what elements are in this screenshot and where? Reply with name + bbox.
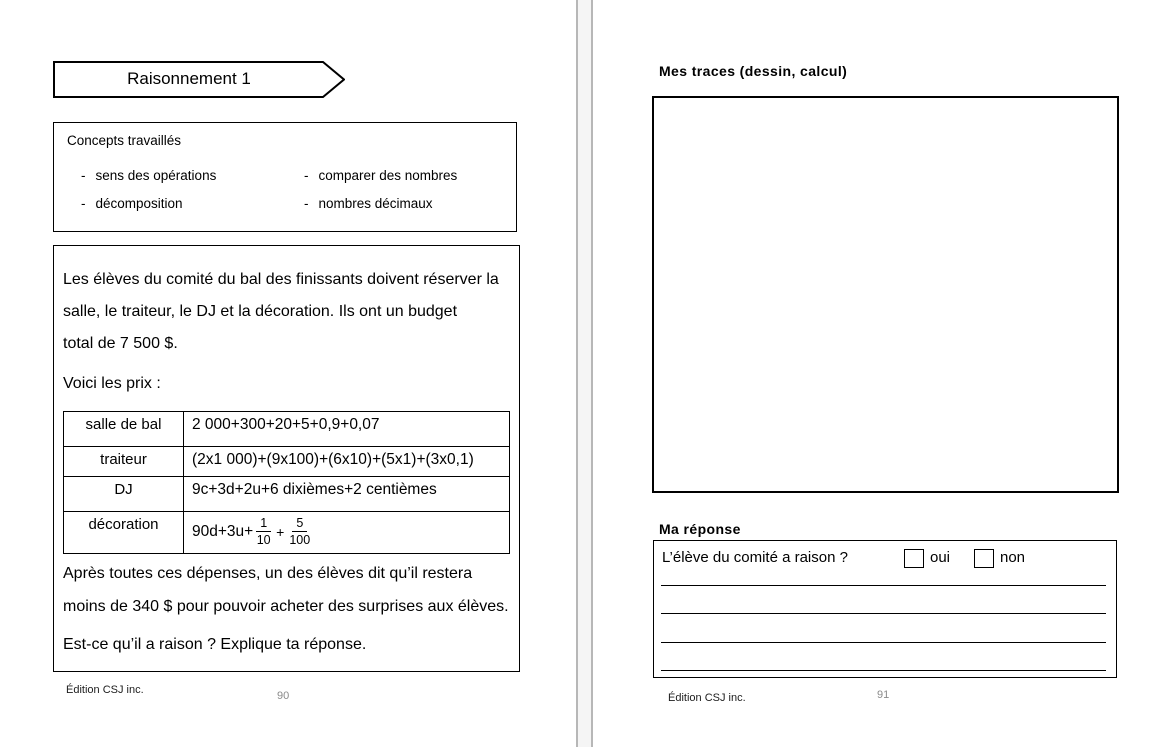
- problem-text-line: Est-ce qu’il a raison ? Explique ta réponse.: [63, 636, 367, 653]
- row-label: traiteur: [64, 447, 184, 477]
- bullet-dash: -: [81, 168, 86, 183]
- page-number: 90: [277, 690, 290, 702]
- row-value: (2x1 000)+(9x100)+(6x10)+(5x1)+(3x0,1): [184, 447, 510, 477]
- problem-text-line: Après toutes ces dépenses, un des élèves dit qu’il restera: [63, 565, 473, 582]
- publisher-credit: Édition CSJ inc.: [668, 692, 746, 704]
- oui-label: oui: [930, 549, 951, 566]
- expression-prefix: 90d+3u+: [192, 522, 254, 540]
- concept-item: [81, 168, 216, 183]
- prices-table: [63, 411, 510, 554]
- row-label: salle de bal: [64, 412, 184, 447]
- traces-work-area[interactable]: [652, 96, 1119, 493]
- concept-label: nombres décimaux: [318, 196, 433, 211]
- problem-text-line: salle, le traiteur, le DJ et la décoration. Ils ont un budget: [63, 303, 458, 320]
- table-row: [64, 512, 510, 554]
- page-left: [0, 0, 576, 747]
- prices-label: Voici les prix :: [63, 375, 161, 392]
- plus-sign: +: [276, 523, 285, 540]
- concept-item: [304, 168, 457, 183]
- bullet-dash: -: [81, 196, 86, 211]
- table-row: [64, 447, 510, 477]
- page-number: 91: [877, 689, 890, 701]
- answer-line[interactable]: [661, 642, 1106, 643]
- non-checkbox[interactable]: [974, 549, 994, 568]
- fraction-denominator: 100: [289, 533, 311, 547]
- response-title: Ma réponse: [659, 521, 741, 537]
- response-question: L’élève du comité a raison ?: [662, 549, 848, 566]
- concept-label: décomposition: [95, 196, 183, 211]
- concept-item: [81, 196, 183, 211]
- answer-line[interactable]: [661, 585, 1106, 586]
- page-right: [593, 0, 1174, 747]
- concept-item: [304, 196, 433, 211]
- fraction-five-hundredths: [289, 516, 310, 547]
- answer-line[interactable]: [661, 670, 1106, 671]
- raisonnement-banner: [53, 61, 345, 98]
- problem-text-line: total de 7 500 $.: [63, 335, 178, 352]
- banner-title: Raisonnement 1: [127, 69, 251, 88]
- row-value: [184, 512, 510, 554]
- decoration-expression: [192, 516, 509, 547]
- fraction-numerator: 1: [256, 516, 271, 532]
- concepts-title: Concepts travaillés: [67, 133, 182, 148]
- concept-label: sens des opérations: [95, 168, 217, 183]
- row-label: DJ: [64, 477, 184, 512]
- row-value: 9c+3d+2u+6 dixièmes+2 centièmes: [184, 477, 510, 512]
- concept-label: comparer des nombres: [318, 168, 458, 183]
- oui-checkbox[interactable]: [904, 549, 924, 568]
- row-label: décoration: [64, 512, 184, 554]
- bullet-dash: -: [304, 196, 309, 211]
- answer-line[interactable]: [661, 613, 1106, 614]
- page-gap-divider: [576, 0, 593, 747]
- problem-box: [53, 245, 520, 672]
- table-row: [64, 412, 510, 447]
- table-row: [64, 477, 510, 512]
- problem-text-line: Les élèves du comité du bal des finissants doivent réserver la: [63, 271, 499, 288]
- concepts-box: [53, 122, 517, 232]
- publisher-credit: Édition CSJ inc.: [66, 684, 144, 696]
- fraction-denominator: 10: [256, 533, 271, 547]
- row-value: 2 000+300+20+5+0,9+0,07: [184, 412, 510, 447]
- response-box: [653, 540, 1117, 678]
- traces-title: Mes traces (dessin, calcul): [659, 63, 848, 79]
- fraction-one-tenth: [256, 516, 271, 547]
- fraction-numerator: 5: [292, 516, 307, 532]
- problem-text-line: moins de 340 $ pour pouvoir acheter des surprises aux élèves.: [63, 598, 509, 615]
- non-label: non: [1000, 549, 1026, 566]
- bullet-dash: -: [304, 168, 309, 183]
